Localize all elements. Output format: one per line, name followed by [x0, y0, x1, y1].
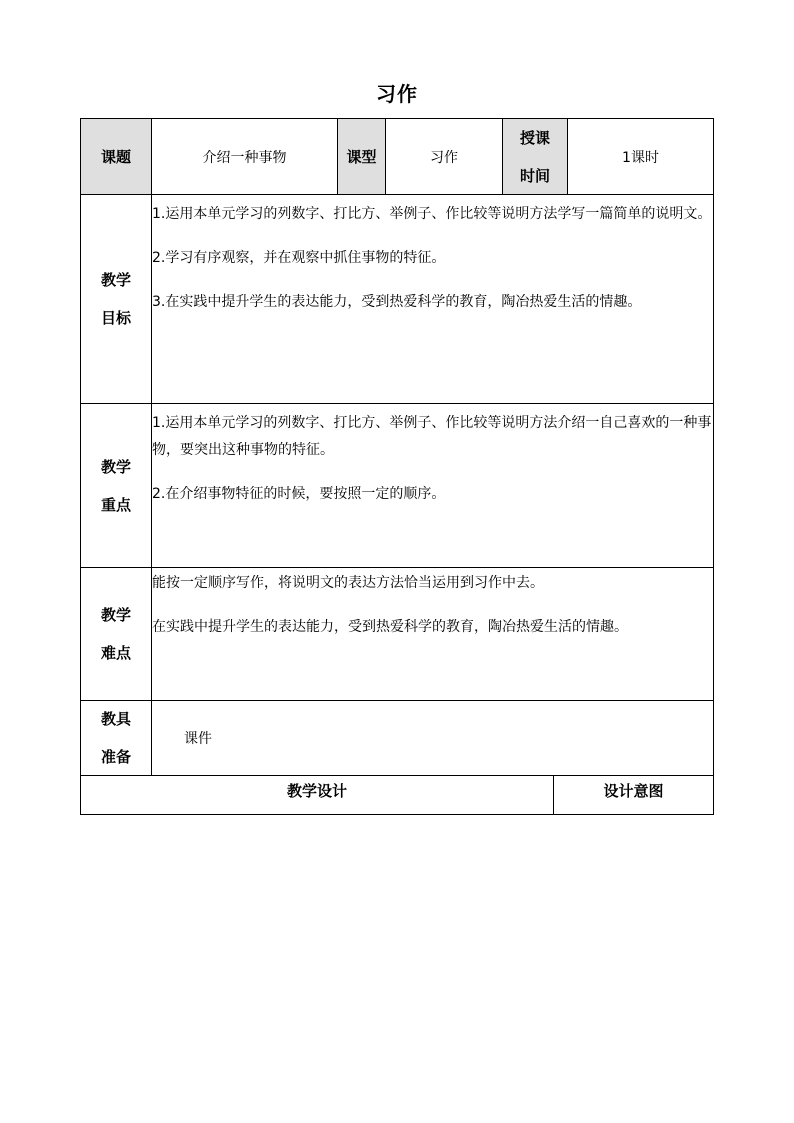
design-intent-header: 设计意图 [603, 782, 664, 800]
objective-item: 3.在实践中提升学生的表达能力，受到热爱科学的教育，陶冶热爱生活的情趣。 [152, 294, 642, 310]
tools-label [81, 701, 152, 775]
tools-value: 课件 [184, 731, 212, 747]
difficulties-content [152, 568, 713, 700]
key-point-item: 1.运用本单元学习的列数字、打比方、举例子、作比较等说明方法介绍一自己喜欢的一种事物，要突出这种事物的特征。 [152, 415, 712, 458]
objectives-row [80, 195, 714, 404]
objective-item: 1.运用本单元学习的列数字、打比方、举例子、作比较等说明方法学写一篇简单的说明文。 [152, 206, 712, 222]
teaching-design-header: 教学设计 [81, 776, 554, 814]
time-label-line1: 授课 [519, 128, 550, 147]
difficulties-label-line2: 难点 [100, 644, 131, 662]
topic-value: 介绍一种事物 [152, 119, 338, 194]
objectives-content [152, 195, 713, 403]
header-row [80, 118, 714, 195]
difficulties-row [80, 568, 714, 701]
type-label: 课型 [338, 119, 386, 194]
key-points-label-line1: 教学 [100, 457, 131, 476]
tools-label-line1: 教具 [100, 710, 131, 728]
key-point-item: 2.在介绍事物特征的时候，要按照一定的顺序。 [152, 486, 446, 502]
time-label-line2: 时间 [519, 166, 550, 185]
key-points-label-line2: 重点 [100, 495, 131, 514]
difficulties-label-line1: 教学 [100, 606, 131, 624]
time-label [503, 119, 568, 194]
type-value: 习作 [386, 119, 503, 194]
key-points-row [80, 404, 714, 568]
page-title: 习作 [376, 82, 418, 106]
objectives-label-line2: 目标 [100, 309, 131, 327]
difficulty-item: 能按一定顺序写作，将说明文的表达方法恰当运用到习作中去。 [152, 575, 544, 591]
objective-item: 2.学习有序观察，并在观察中抓住事物的特征。 [152, 250, 446, 266]
tools-row [80, 701, 714, 776]
objectives-label-line1: 教学 [100, 271, 131, 289]
key-points-content [152, 404, 713, 567]
key-points-label [81, 404, 152, 567]
difficulties-label [81, 568, 152, 700]
difficulty-item: 在实践中提升学生的表达能力，受到热爱科学的教育，陶冶热爱生活的情趣。 [152, 619, 628, 635]
topic-label: 课题 [81, 119, 152, 194]
tools-label-line2: 准备 [100, 748, 131, 766]
objectives-label [81, 195, 152, 403]
design-header-row [80, 776, 714, 815]
time-value: 1课时 [622, 149, 659, 166]
